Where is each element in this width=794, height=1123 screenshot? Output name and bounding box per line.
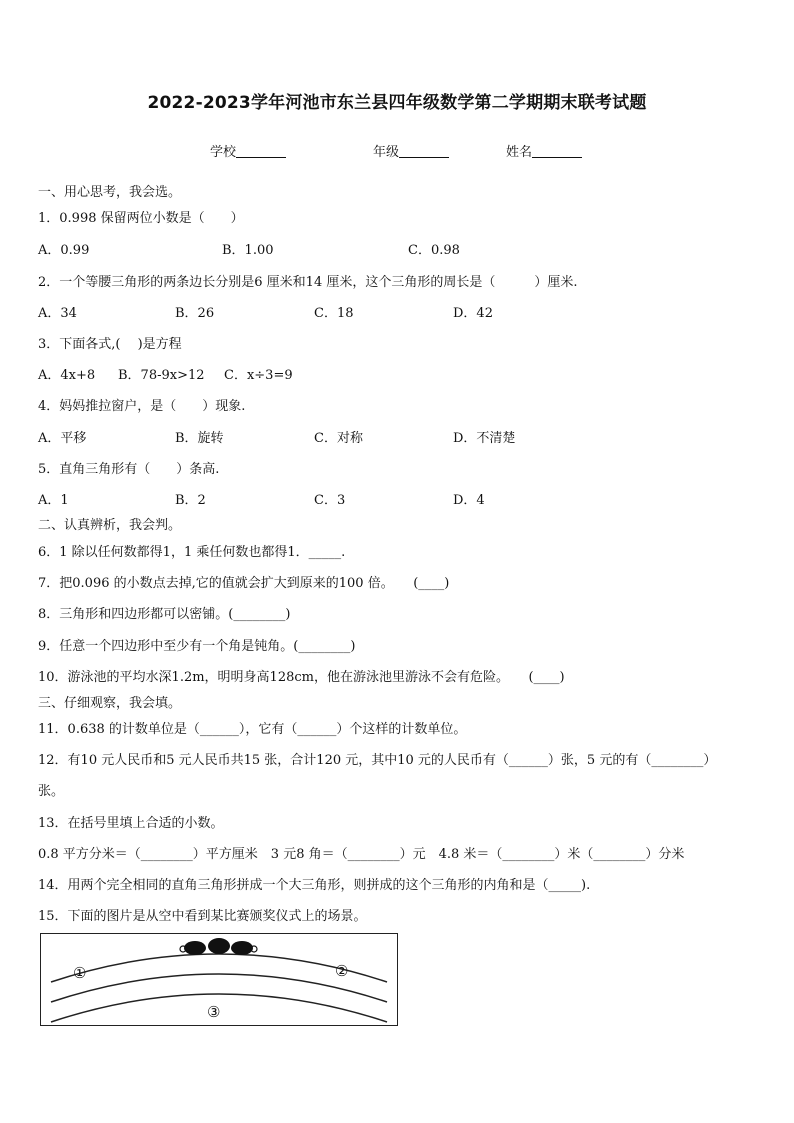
q4-option-b[interactable]: B．旋转 [175,431,224,446]
q5-option-d[interactable]: D．4 [453,493,485,508]
q4-option-d[interactable]: D．不清楚 [453,431,516,446]
q1-option-c[interactable]: C．0.98 [408,243,460,258]
q4-option-a[interactable]: A．平移 [38,431,87,446]
question-4: 4．妈妈推拉窗户，是（ ）现象. [38,399,246,414]
question-11: 11．0.638 的计数单位是（______），它有（______）个这样的计数单位。 [38,722,467,737]
question-12: 12．有10 元人民币和5 元人民币共15 张，合计120 元，其中10 元的人民币有（______）张，5 元的有（________） [38,753,717,768]
q3-option-b[interactable]: B．78-9x>12 [118,368,205,383]
question-15: 15．下面的图片是从空中看到某比赛颁奖仪式上的场景。 [38,909,367,924]
question-12-cont: 张。 [38,784,65,799]
question-9: 9．任意一个四边形中至少有一个角是钝角。(________) [38,639,356,654]
question-1: 1．0.998 保留两位小数是（ ） [38,211,244,226]
grade-label: 年级 [373,145,400,160]
figure-label-3: ③ [207,1003,221,1021]
page-title: 2022-2023学年河池市东兰县四年级数学第二学期期末联考试题 [147,93,647,113]
question-13-blanks: 0.8 平方分米＝（________）平方厘米 3 元8 角＝（________）元 4.8 米＝（________）米（________）分米 [38,847,685,862]
section-heading-3: 三、仔细观察，我会填。 [38,696,182,711]
school-blank[interactable] [236,144,286,158]
question-3: 3．下面各式,( )是方程 [38,337,182,352]
question-14: 14．用两个完全相同的直角三角形拼成一个大三角形，则拼成的这个三角形的内角和是（_____). [38,878,591,893]
school-label: 学校 [210,145,237,160]
q5-option-c[interactable]: C．3 [314,493,346,508]
section-heading-2: 二、认真辨析，我会判。 [38,518,182,533]
figure-label-1: ① [73,964,87,982]
section-heading-1: 一、用心思考，我会选。 [38,185,182,200]
q2-option-c[interactable]: C．18 [314,306,354,321]
question-13: 13．在括号里填上合适的小数。 [38,816,224,831]
question-7: 7．把0.096 的小数点去掉,它的值就会扩大到原来的100 倍。 (____) [38,576,450,591]
name-label: 姓名 [506,145,533,160]
q1-option-b[interactable]: B．1.00 [222,243,274,258]
figure-label-2: ② [335,962,349,980]
q2-option-b[interactable]: B．26 [175,306,215,321]
question-5: 5．直角三角形有（ ）条高. [38,462,220,477]
name-field [506,141,582,160]
athletes-icon [180,938,257,955]
q5-option-b[interactable]: B．2 [175,493,206,508]
q2-option-a[interactable]: A．34 [38,306,77,321]
grade-field [373,141,449,160]
school-field [210,141,286,160]
q4-option-c[interactable]: C．对称 [314,431,363,446]
q3-option-c[interactable]: C．x÷3=9 [224,368,293,383]
q5-option-a[interactable]: A．1 [38,493,69,508]
podium-figure [40,933,398,1026]
question-2: 2．一个等腰三角形的两条边长分别是6 厘米和14 厘米，这个三角形的周长是（ ）厘米. [38,275,578,290]
question-8: 8．三角形和四边形都可以密铺。(________) [38,607,291,622]
q2-option-d[interactable]: D．42 [453,306,493,321]
q3-option-a[interactable]: A．4x+8 [38,368,96,383]
name-blank[interactable] [532,144,582,158]
question-10: 10．游泳池的平均水深1.2m，明明身高128cm，他在游泳池里游泳不会有危险。 (____) [38,670,565,685]
grade-blank[interactable] [399,144,449,158]
q1-option-a[interactable]: A．0.99 [38,243,90,258]
question-6: 6．1 除以任何数都得1，1 乘任何数也都得1．_____. [38,545,346,560]
